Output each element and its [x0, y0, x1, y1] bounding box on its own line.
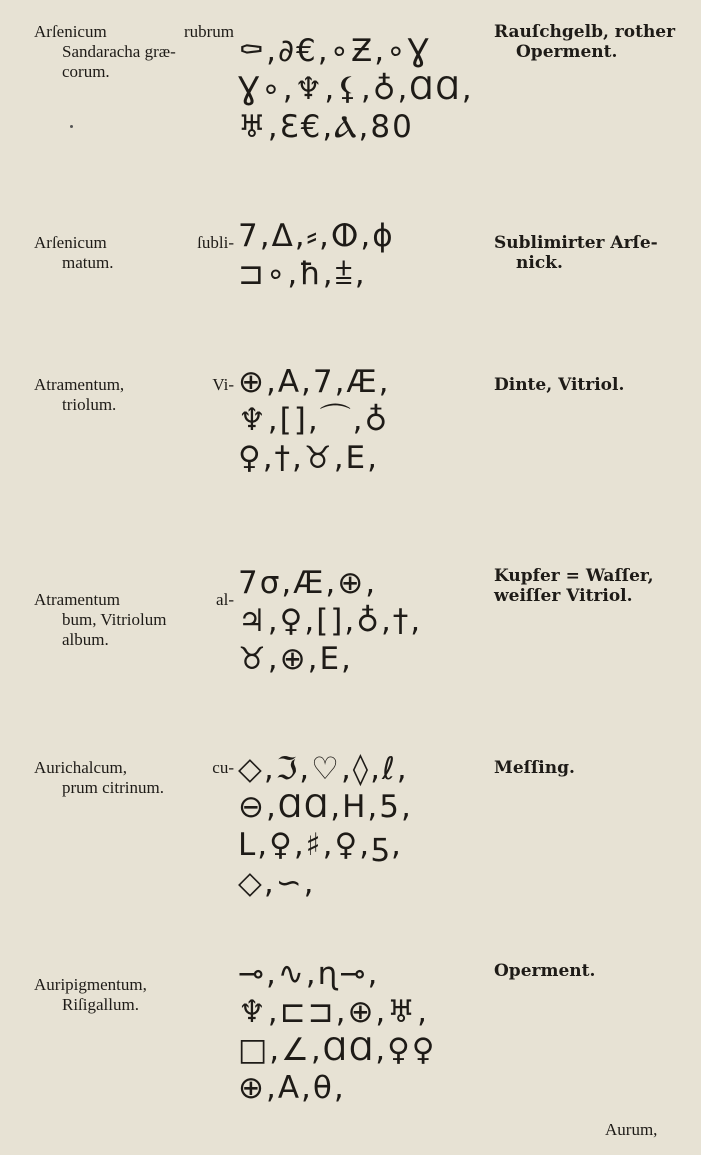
sign-row: ⚰,∂€,∘Ƶ,∘Ɣ [238, 33, 431, 69]
german-line: Sublimirter Arſe- [494, 233, 658, 253]
german-line: Dinte, Vitriol. [494, 375, 625, 395]
latin-line: Auripigmentum, [34, 975, 147, 994]
sign-row: ♃,♀,[],♁,†, [238, 603, 423, 639]
latin-line: Atramentum al- [34, 590, 234, 609]
german-term [494, 961, 684, 981]
german-line: Operment. [516, 42, 618, 62]
alchemical-signs [238, 955, 437, 1107]
alchemical-signs [238, 217, 395, 293]
sign-row: ⊕,A,7,Æ, [238, 364, 391, 400]
latin-line: triolum. [62, 395, 117, 414]
alchemical-signs [238, 32, 474, 146]
sign-row: ⊕,A,θ, [238, 1070, 346, 1106]
sign-row: ♅,Ɛ€,Ⲁ,80 [238, 109, 414, 145]
alchemical-signs [238, 750, 413, 902]
german-term [494, 758, 684, 778]
latin-term [34, 758, 234, 798]
alchemical-signs [238, 564, 422, 678]
ink-speck [70, 125, 73, 128]
latin-term [34, 590, 234, 650]
german-term [494, 22, 684, 62]
catchword: Aurum, [605, 1120, 658, 1139]
sign-row: ⊖,ⱭⱭ,H,5, [238, 789, 413, 825]
latin-line: Arſenicum ſubli- [34, 233, 234, 252]
latin-line: Atramentum, Vi- [34, 375, 234, 394]
latin-term [34, 975, 234, 1015]
sign-row: ♆,[],⌒,♁ [238, 402, 390, 438]
sign-row: ⊐∘,ħ,⩲, [238, 256, 367, 292]
latin-term [34, 375, 234, 415]
sign-row: Ɣ∘,♆,⚸,♁,ⱭⱭ, [238, 71, 474, 107]
german-line: Meſſing. [494, 758, 575, 778]
latin-term [34, 22, 234, 82]
sign-row: ♉,⊕,E, [238, 641, 353, 677]
german-term [494, 566, 684, 606]
latin-line: prum citrinum. [62, 778, 164, 797]
latin-term [34, 233, 234, 273]
latin-line: Riſigallum. [62, 995, 139, 1014]
sign-row: 7,Δ,⸗,ⵀ,ϕ [238, 218, 395, 254]
latin-line: Arſenicum rubrum [34, 22, 234, 41]
sign-row: L,♀,♯,♀,ƽ, [238, 827, 403, 863]
german-line: weiſſer Vitriol. [494, 586, 633, 606]
latin-line: Aurichalcum, cu- [34, 758, 234, 777]
sign-row: 7σ,Æ,⊕, [238, 565, 378, 601]
sign-row: ⊸,∿,ɳ⊸, [238, 956, 380, 992]
latin-line: Sandaracha græ- [62, 42, 176, 61]
sign-row: ◇,ℑ,♡,◊,ℓ, [238, 751, 409, 787]
sign-row: ♀,†,♉,E, [238, 440, 379, 476]
sign-row: ♆,⊏⊐,⊕,♅, [238, 994, 429, 1030]
alchemical-signs [238, 363, 391, 477]
latin-line: bum, Vitriolum [62, 610, 167, 629]
latin-line: album. [62, 630, 109, 649]
german-line: Kupfer = Waſſer, [494, 566, 654, 586]
latin-line: corum. [62, 62, 110, 81]
german-line: Operment. [494, 961, 596, 981]
latin-line: matum. [62, 253, 114, 272]
sign-row: ◇,∽, [238, 865, 316, 901]
sign-row: □,∠,ⱭⱭ,♀♀ [238, 1032, 437, 1068]
german-line: Rauſchgelb, rother [494, 22, 676, 42]
german-line: nick. [516, 253, 563, 273]
german-term [494, 233, 684, 273]
german-term [494, 375, 684, 395]
